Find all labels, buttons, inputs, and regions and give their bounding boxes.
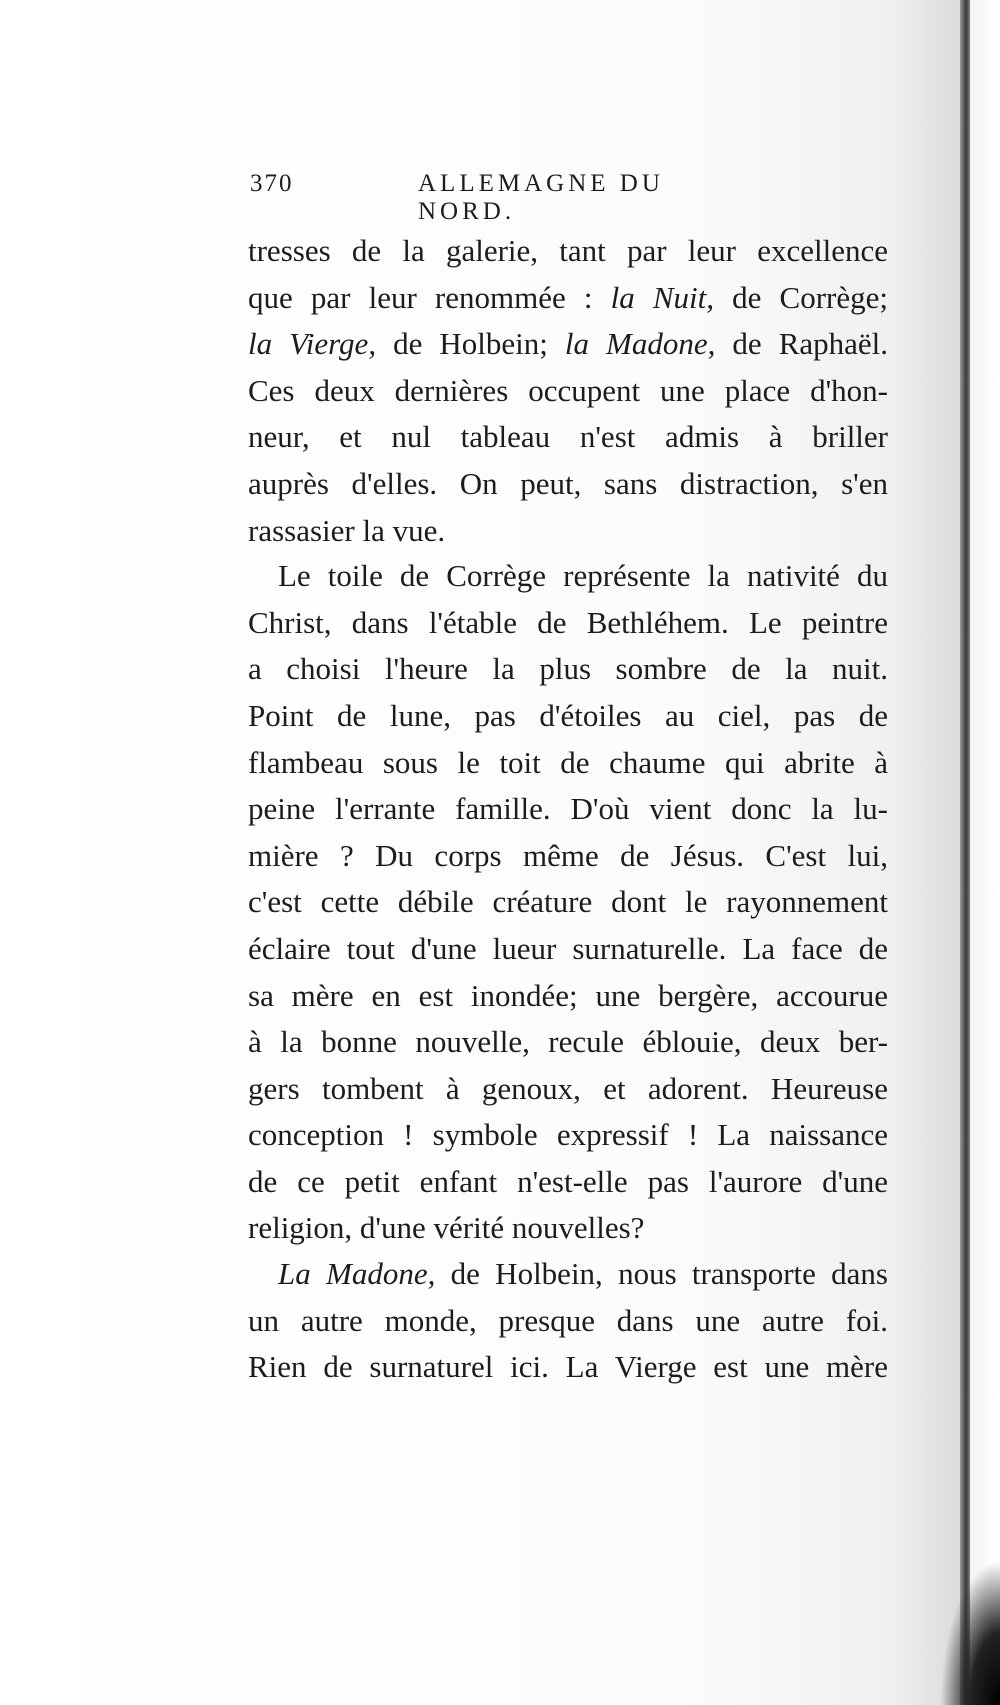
- text-line: [248, 1251, 888, 1298]
- text-line: [248, 275, 888, 322]
- text-span: conception ! symbole expressif ! La naissance: [248, 1117, 888, 1153]
- italic-title: La Madone,: [278, 1256, 436, 1292]
- text-span: rassasier la vue.: [248, 512, 446, 548]
- text-line: [248, 646, 888, 693]
- text-span: sa mère en est inondée; une bergère, accourue: [248, 977, 888, 1013]
- text-span: peine l'errante famille. D'où vient donc la lu-: [248, 791, 888, 827]
- paragraph: [248, 228, 888, 554]
- text-line: [248, 1159, 888, 1206]
- text-line: [248, 926, 888, 973]
- facing-page-edge: [970, 0, 1000, 1705]
- text-line: [248, 414, 888, 461]
- text-span: Le toile de Corrège représente la nativité du: [278, 558, 888, 594]
- text-line: [248, 1112, 888, 1159]
- text-span: auprès d'elles. On peut, sans distraction, s'en: [248, 465, 888, 501]
- italic-title: la Madone,: [564, 326, 716, 362]
- text-span: flambeau sous le toit de chaume qui abrite à: [248, 744, 888, 780]
- text-span: c'est cette débile créature dont le rayonnement: [248, 884, 888, 920]
- text-line: [248, 461, 888, 508]
- text-line: [248, 973, 888, 1020]
- text-line: [248, 1019, 888, 1066]
- text-span: religion, d'une vérité nouvelles?: [248, 1210, 645, 1246]
- text-line: [248, 508, 888, 555]
- text-span: de Holbein;: [376, 326, 565, 362]
- text-line: [248, 879, 888, 926]
- text-span: mière ? Du corps même de Jésus. C'est lui,: [248, 837, 888, 873]
- text-span: neur, et nul tableau n'est admis à briller: [248, 419, 888, 455]
- text-line: [248, 740, 888, 787]
- text-span: Point de lune, pas d'étoiles au ciel, pas de: [248, 697, 888, 733]
- text-line: [248, 1205, 888, 1252]
- text-span: Ces deux dernières occupent une place d'hon-: [248, 372, 888, 408]
- text-span: de ce petit enfant n'est-elle pas l'aurore d'une: [248, 1163, 888, 1199]
- text-span: un autre monde, presque dans une autre foi.: [248, 1302, 888, 1338]
- running-title: ALLEMAGNE DU NORD.: [418, 170, 664, 225]
- text-span: Christ, dans l'étable de Bethléhem. Le peintre: [248, 604, 888, 640]
- text-span: que par leur renommée :: [248, 279, 611, 315]
- text-line: [248, 228, 888, 275]
- text-line: [248, 1344, 888, 1391]
- text-line: [248, 1066, 888, 1113]
- text-span: de Holbein, nous transporte dans: [435, 1256, 888, 1292]
- text-span: éclaire tout d'une lueur surnaturelle. La face de: [248, 930, 888, 966]
- text-span: de Corrège;: [714, 279, 889, 315]
- running-head: [250, 170, 730, 225]
- text-span: gers tombent à genoux, et adorent. Heureuse: [248, 1070, 888, 1106]
- text-span: de Raphaël.: [715, 326, 889, 362]
- body-text: [248, 228, 888, 1391]
- text-line: [248, 1298, 888, 1345]
- text-line: [248, 321, 888, 368]
- text-span: tresses de la galerie, tant par leur excellence: [248, 233, 888, 268]
- italic-title: la Nuit,: [610, 279, 715, 315]
- italic-title: la Vierge,: [248, 326, 377, 362]
- page-corner-shadow: [940, 1560, 1000, 1705]
- text-line: [248, 368, 888, 415]
- text-line: [248, 553, 888, 600]
- text-line: [248, 833, 888, 880]
- text-line: [248, 693, 888, 740]
- text-span: Rien de surnaturel ici. La Vierge est une mère: [248, 1349, 888, 1385]
- paragraph: [248, 1251, 888, 1391]
- text-span: a choisi l'heure la plus sombre de la nuit.: [248, 651, 888, 687]
- text-line: [248, 600, 888, 647]
- paragraph: [248, 553, 888, 1252]
- book-gutter: [960, 0, 970, 1705]
- page-number: 370: [250, 170, 294, 197]
- text-line: [248, 786, 888, 833]
- text-span: à la bonne nouvelle, recule éblouie, deux ber-: [248, 1024, 888, 1060]
